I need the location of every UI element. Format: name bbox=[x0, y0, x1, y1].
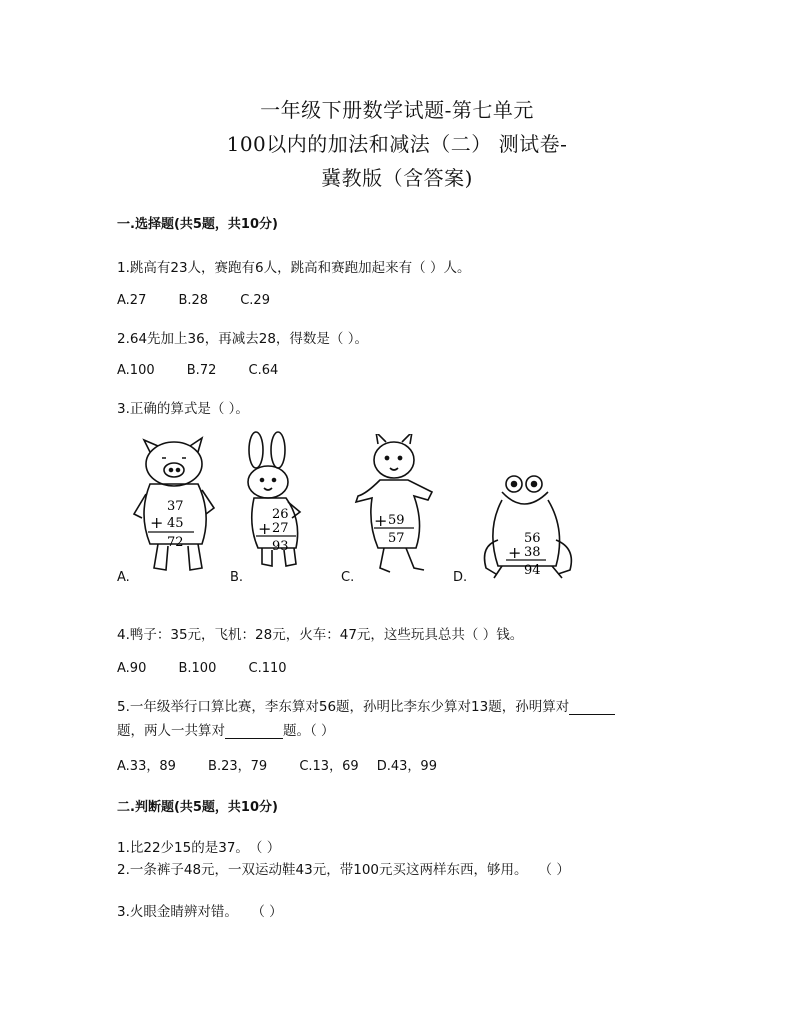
figure-c-letter: C. bbox=[341, 570, 355, 585]
option: C.64 bbox=[248, 363, 279, 378]
option: B.100 bbox=[178, 661, 217, 676]
title-line-3: 冀教版（含答案) bbox=[321, 166, 473, 190]
judge-question-1: 1.比22少15的是37。 （ ） bbox=[117, 840, 281, 856]
option: A.27 bbox=[117, 293, 147, 308]
figure-d-frog bbox=[453, 470, 584, 586]
option: B.23，79 bbox=[208, 759, 268, 774]
figure-c-result: 57 bbox=[388, 531, 405, 546]
question-2: 2.64先加上36，再减去28，得数是（ ）。 bbox=[117, 331, 368, 347]
figure-c-operator: + bbox=[374, 511, 388, 530]
question-1-options bbox=[117, 293, 298, 308]
figure-a-top-number: 37 bbox=[167, 499, 184, 514]
figure-c-cat bbox=[341, 434, 442, 585]
option: A.90 bbox=[117, 661, 147, 676]
question-5-line-1 bbox=[117, 695, 615, 715]
figure-b-rabbit bbox=[230, 430, 330, 585]
cat-illustration bbox=[352, 434, 442, 580]
option: C.110 bbox=[248, 661, 287, 676]
question-5-text-b: 题，两人一共算对 bbox=[117, 723, 225, 739]
option: A.100 bbox=[117, 363, 155, 378]
title-line-1: 一年级下册数学试题-第七单元 bbox=[260, 98, 534, 122]
figure-b-letter: B. bbox=[230, 570, 244, 585]
option: B.72 bbox=[186, 363, 217, 378]
question-4-options bbox=[117, 661, 315, 676]
answer-blank bbox=[569, 700, 615, 715]
figure-a-pig bbox=[117, 434, 228, 585]
question-5-options bbox=[117, 755, 465, 774]
judge-question-2: 2.一条裤子48元，一双运动鞋43元，带100元买这两样东西，够用。 （ ） bbox=[117, 862, 570, 878]
option: A.33，89 bbox=[117, 759, 176, 774]
section-2-heading: 二.判断题(共5题，共10分) bbox=[117, 800, 278, 815]
frog-illustration bbox=[472, 470, 584, 582]
figure-b-top-number: 26 bbox=[272, 507, 289, 522]
figure-a-operator: + bbox=[150, 513, 164, 532]
figure-d-operator: + bbox=[508, 543, 522, 562]
figure-a-second-number: 45 bbox=[167, 516, 184, 531]
question-5-text-a: 5.一年级举行口算比赛，李东算对56题，孙明比李东少算对13题，孙明算对 bbox=[117, 699, 570, 715]
question-4: 4.鸭子：35元，飞机：28元，火车：47元，这些玩具总共（ ）钱。 bbox=[117, 627, 524, 643]
question-3: 3.正确的算式是（ ）。 bbox=[117, 401, 249, 417]
figure-d-second-number: 38 bbox=[524, 545, 541, 560]
figure-a-letter: A. bbox=[117, 570, 130, 585]
judge-question-3: 3.火眼金睛辨对错。 （ ） bbox=[117, 904, 283, 920]
title-line-2: 100以内的加法和减法（二） 测试卷- bbox=[226, 132, 568, 156]
question-5-line-2 bbox=[117, 719, 335, 739]
option: C.13，69 bbox=[299, 759, 359, 774]
question-5-text-c: 题。（ ） bbox=[283, 723, 335, 739]
option: B.28 bbox=[178, 293, 209, 308]
section-1-heading: 一.选择题(共5题，共10分) bbox=[117, 217, 278, 232]
figure-c-second-number: 59 bbox=[388, 513, 405, 528]
figure-d-letter: D. bbox=[453, 570, 468, 585]
question-1: 1.跳高有23人，赛跑有6人，跳高和赛跑加起来有（ ）人。 bbox=[117, 260, 471, 276]
figure-a-result: 72 bbox=[167, 535, 184, 550]
figure-d-top-number: 56 bbox=[524, 531, 541, 546]
option: D.43，99 bbox=[376, 759, 437, 774]
rabbit-illustration bbox=[240, 430, 330, 580]
pig-illustration bbox=[128, 434, 228, 580]
figure-b-operator: + bbox=[258, 519, 272, 538]
option: C.29 bbox=[240, 293, 270, 308]
answer-blank bbox=[225, 724, 283, 739]
figure-d-result: 94 bbox=[524, 563, 541, 578]
question-2-options bbox=[117, 363, 306, 378]
figure-b-second-number: 27 bbox=[272, 521, 289, 536]
figure-b-result: 93 bbox=[272, 539, 289, 554]
